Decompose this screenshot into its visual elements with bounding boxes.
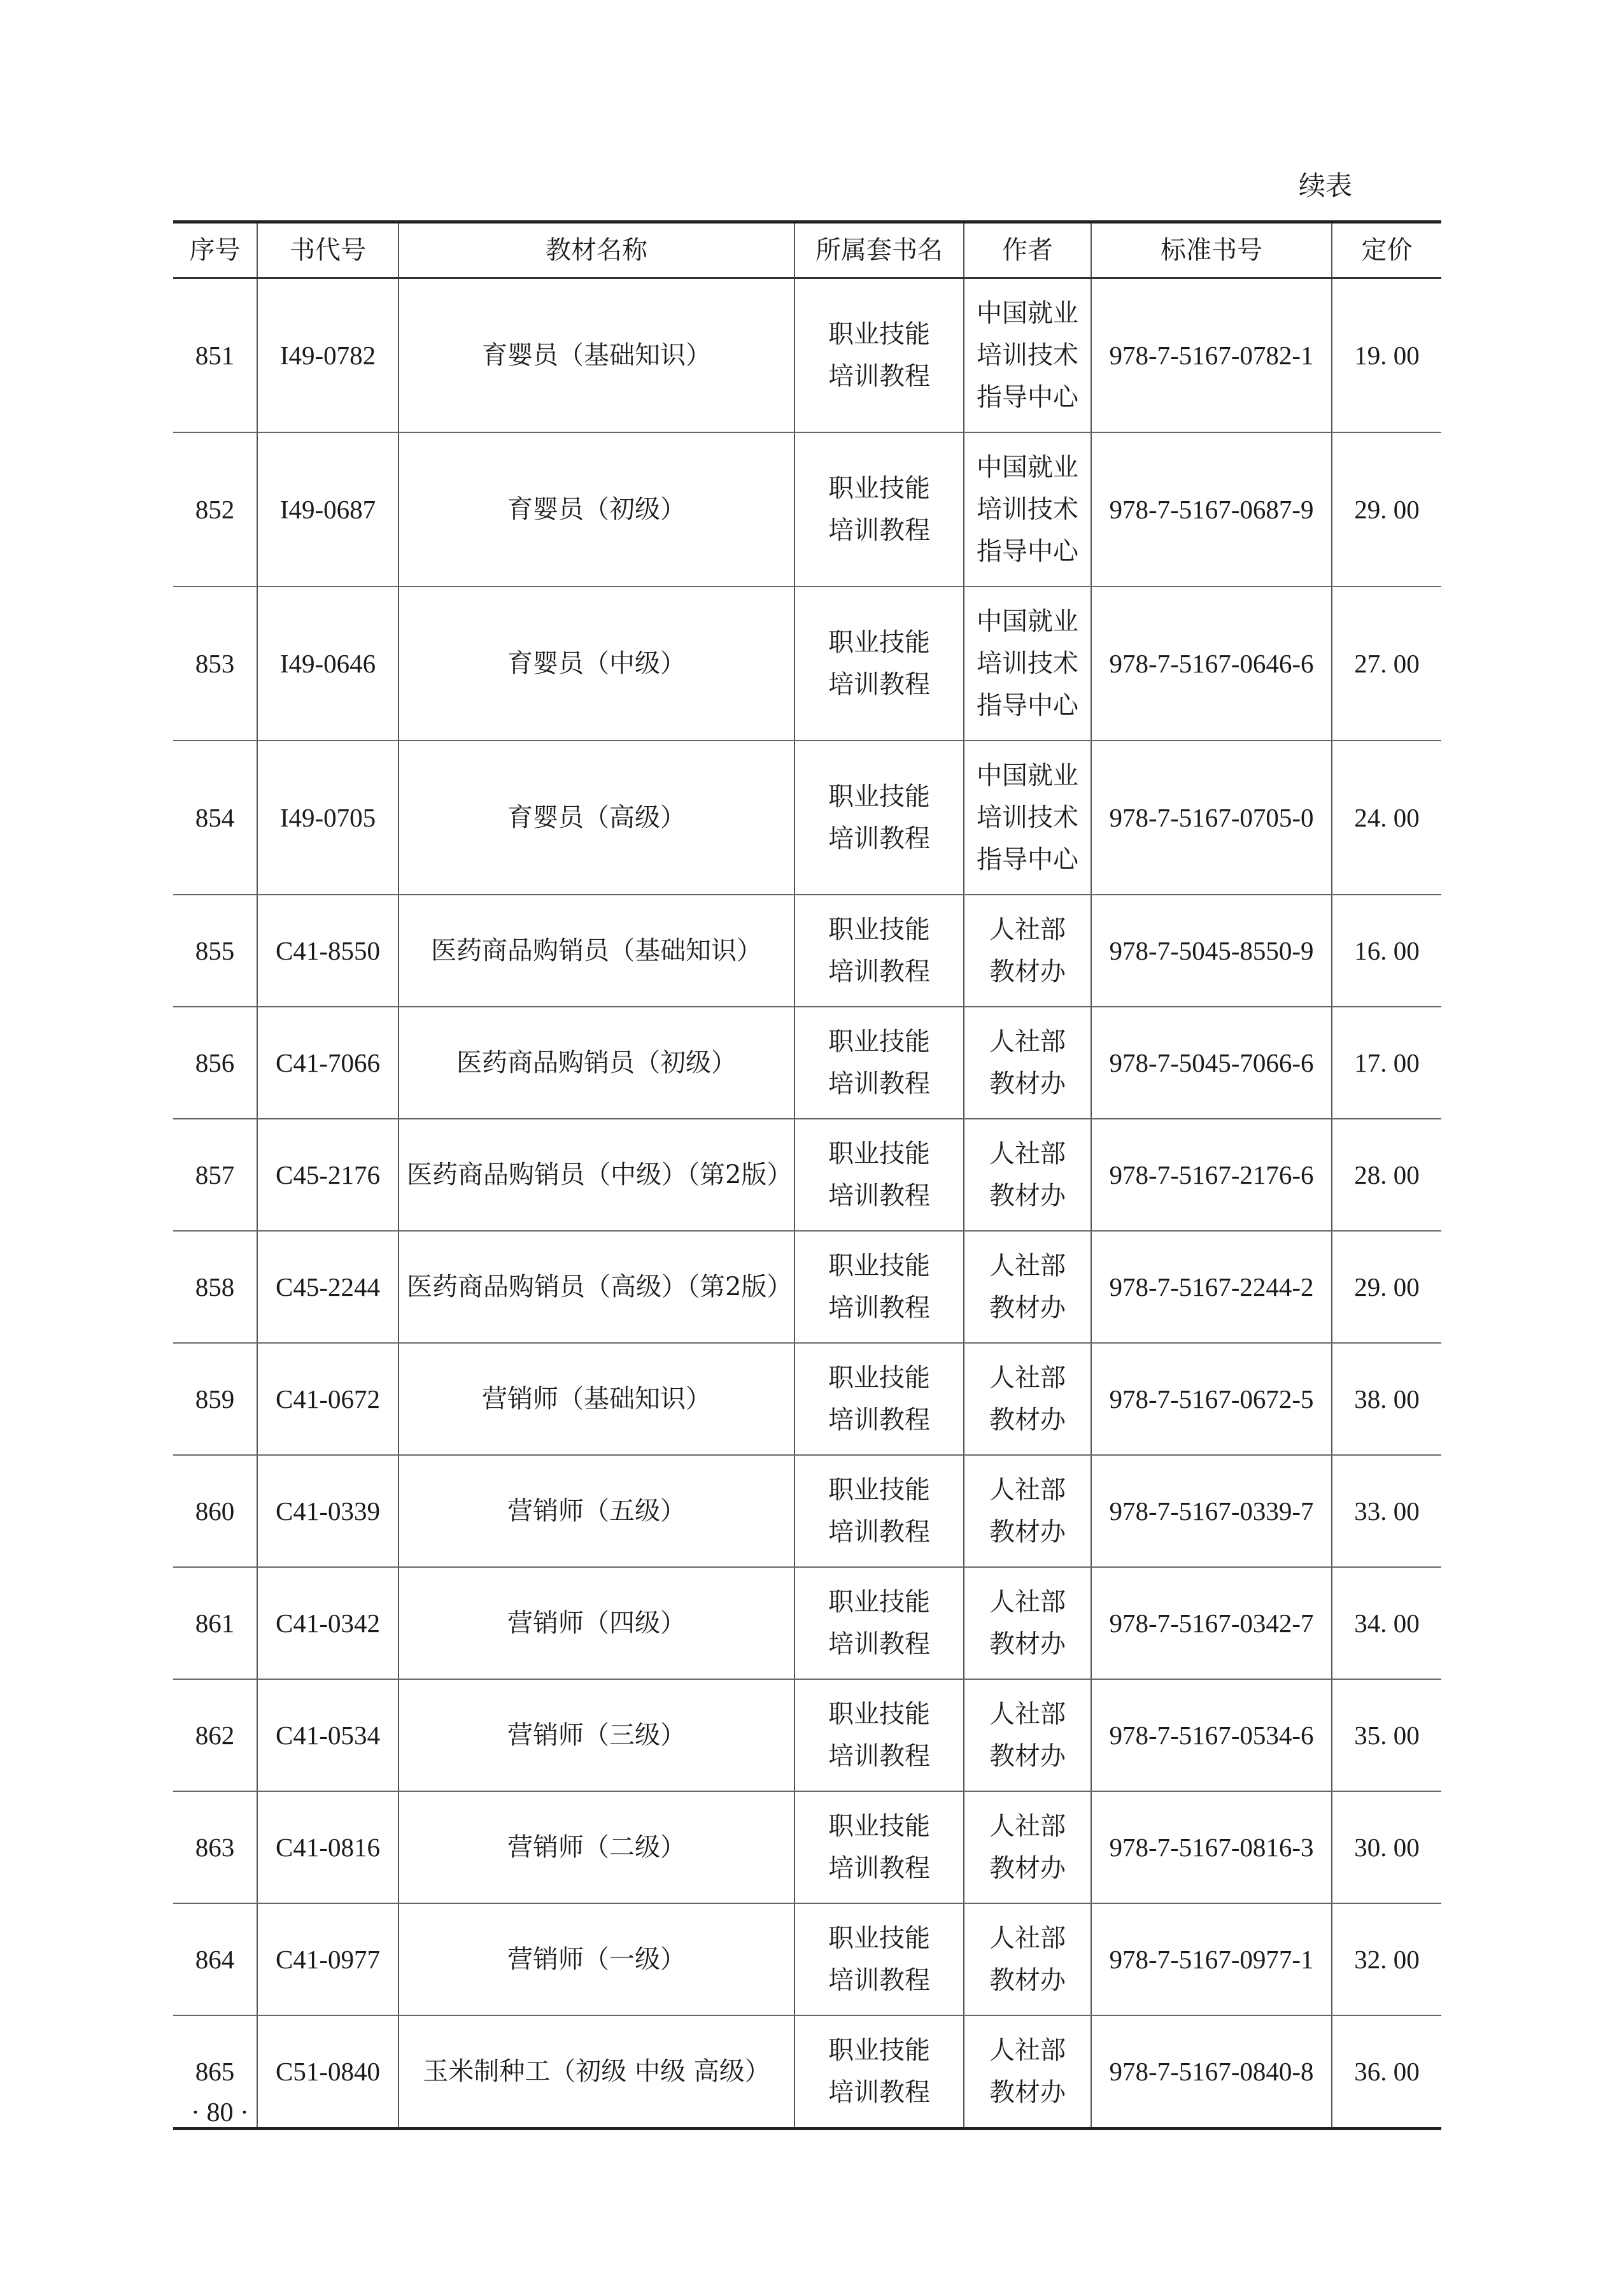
book-title: 育婴员（初级） (399, 432, 794, 586)
isbn: 978-7-5167-0840-8 (1091, 2015, 1332, 2129)
series-name: 职业技能培训教程 (794, 1231, 964, 1343)
author: 人社部教材办 (964, 2015, 1091, 2129)
isbn: 978-7-5167-0782-1 (1091, 278, 1332, 433)
isbn: 978-7-5167-2244-2 (1091, 1231, 1332, 1343)
isbn: 978-7-5167-0687-9 (1091, 432, 1332, 586)
book-title: 营销师（基础知识） (399, 1343, 794, 1455)
price: 28. 00 (1332, 1119, 1441, 1231)
table-row (173, 432, 1441, 586)
book-title: 医药商品购销员（高级）（第2版） (399, 1231, 794, 1343)
row-number: 862 (173, 1679, 257, 1791)
series-name: 职业技能培训教程 (794, 1007, 964, 1119)
row-number: 851 (173, 278, 257, 433)
price: 29. 00 (1332, 432, 1441, 586)
author: 中国就业培训技术指导中心 (964, 432, 1091, 586)
book-code: C45-2176 (257, 1119, 399, 1231)
book-code: C41-0816 (257, 1791, 399, 1903)
book-title: 营销师（五级） (399, 1455, 794, 1567)
series-name: 职业技能培训教程 (794, 432, 964, 586)
table-row (173, 1679, 1441, 1791)
author: 人社部教材办 (964, 1679, 1091, 1791)
row-number: 857 (173, 1119, 257, 1231)
book-title: 医药商品购销员（初级） (399, 1007, 794, 1119)
book-code: C41-0534 (257, 1679, 399, 1791)
row-number: 858 (173, 1231, 257, 1343)
isbn: 978-7-5167-0534-6 (1091, 1679, 1332, 1791)
column-header-title: 教材名称 (399, 222, 794, 278)
author: 人社部教材办 (964, 1567, 1091, 1679)
row-number: 852 (173, 432, 257, 586)
isbn: 978-7-5045-8550-9 (1091, 895, 1332, 1007)
column-header-price: 定价 (1332, 222, 1441, 278)
table-row (173, 1119, 1441, 1231)
row-number: 864 (173, 1903, 257, 2015)
book-code: C45-2244 (257, 1231, 399, 1343)
series-name: 职业技能培训教程 (794, 2015, 964, 2129)
price: 38. 00 (1332, 1343, 1441, 1455)
isbn: 978-7-5167-0816-3 (1091, 1791, 1332, 1903)
table-row (173, 1791, 1441, 1903)
book-code: C41-8550 (257, 895, 399, 1007)
column-header-code: 书代号 (257, 222, 399, 278)
row-number: 860 (173, 1455, 257, 1567)
table-row (173, 278, 1441, 433)
book-title: 营销师（四级） (399, 1567, 794, 1679)
row-number: 855 (173, 895, 257, 1007)
author: 人社部教材办 (964, 1343, 1091, 1455)
isbn: 978-7-5167-0672-5 (1091, 1343, 1332, 1455)
continued-label: 续表 (1299, 170, 1353, 201)
row-number: 863 (173, 1791, 257, 1903)
author: 中国就业培训技术指导中心 (964, 741, 1091, 895)
book-title: 营销师（一级） (399, 1903, 794, 2015)
isbn: 978-7-5167-0977-1 (1091, 1903, 1332, 2015)
author: 人社部教材办 (964, 1231, 1091, 1343)
row-number: 853 (173, 586, 257, 741)
row-number: 854 (173, 741, 257, 895)
series-name: 职业技能培训教程 (794, 1567, 964, 1679)
price: 27. 00 (1332, 586, 1441, 741)
table-row (173, 1567, 1441, 1679)
book-code: C41-7066 (257, 1007, 399, 1119)
row-number: 856 (173, 1007, 257, 1119)
table-row (173, 1231, 1441, 1343)
table-row (173, 1007, 1441, 1119)
price: 30. 00 (1332, 1791, 1441, 1903)
book-title: 营销师（二级） (399, 1791, 794, 1903)
book-title: 营销师（三级） (399, 1679, 794, 1791)
book-title: 育婴员（高级） (399, 741, 794, 895)
row-number: 861 (173, 1567, 257, 1679)
book-code: I49-0782 (257, 278, 399, 433)
price: 33. 00 (1332, 1455, 1441, 1567)
table-row (173, 2015, 1441, 2129)
book-code: C41-0339 (257, 1455, 399, 1567)
author: 中国就业培训技术指导中心 (964, 278, 1091, 433)
isbn: 978-7-5167-2176-6 (1091, 1119, 1332, 1231)
series-name: 职业技能培训教程 (794, 1679, 964, 1791)
book-title: 育婴员（中级） (399, 586, 794, 741)
book-code: C41-0977 (257, 1903, 399, 2015)
price: 36. 00 (1332, 2015, 1441, 2129)
table-row (173, 586, 1441, 741)
book-code: I49-0646 (257, 586, 399, 741)
table-row (173, 895, 1441, 1007)
table-row (173, 1455, 1441, 1567)
book-title: 医药商品购销员（基础知识） (399, 895, 794, 1007)
book-code: C51-0840 (257, 2015, 399, 2129)
book-code: I49-0687 (257, 432, 399, 586)
series-name: 职业技能培训教程 (794, 895, 964, 1007)
series-name: 职业技能培训教程 (794, 278, 964, 433)
page-number: · 80 · (191, 2098, 249, 2127)
table-header-row (173, 222, 1441, 278)
book-code: C41-0342 (257, 1567, 399, 1679)
column-header-no: 序号 (173, 222, 257, 278)
series-name: 职业技能培训教程 (794, 1119, 964, 1231)
series-name: 职业技能培训教程 (794, 586, 964, 741)
series-name: 职业技能培训教程 (794, 1455, 964, 1567)
author: 人社部教材办 (964, 1119, 1091, 1231)
price: 32. 00 (1332, 1903, 1441, 2015)
author: 人社部教材办 (964, 895, 1091, 1007)
row-number: 859 (173, 1343, 257, 1455)
isbn: 978-7-5167-0705-0 (1091, 741, 1332, 895)
author: 人社部教材办 (964, 1455, 1091, 1567)
author: 人社部教材办 (964, 1791, 1091, 1903)
price: 16. 00 (1332, 895, 1441, 1007)
price: 17. 00 (1332, 1007, 1441, 1119)
price: 24. 00 (1332, 741, 1441, 895)
series-name: 职业技能培训教程 (794, 1343, 964, 1455)
table-row (173, 1343, 1441, 1455)
column-header-isbn: 标准书号 (1091, 222, 1332, 278)
price: 34. 00 (1332, 1567, 1441, 1679)
isbn: 978-7-5167-0646-6 (1091, 586, 1332, 741)
isbn: 978-7-5045-7066-6 (1091, 1007, 1332, 1119)
price: 19. 00 (1332, 278, 1441, 433)
row-number: 865 (173, 2015, 257, 2129)
table-row (173, 741, 1441, 895)
isbn: 978-7-5167-0339-7 (1091, 1455, 1332, 1567)
book-title: 育婴员（基础知识） (399, 278, 794, 433)
book-code: I49-0705 (257, 741, 399, 895)
isbn: 978-7-5167-0342-7 (1091, 1567, 1332, 1679)
table-row (173, 1903, 1441, 2015)
price: 35. 00 (1332, 1679, 1441, 1791)
price: 29. 00 (1332, 1231, 1441, 1343)
series-name: 职业技能培训教程 (794, 741, 964, 895)
textbook-catalog-table (173, 220, 1441, 2130)
column-header-author: 作者 (964, 222, 1091, 278)
book-title: 医药商品购销员（中级）（第2版） (399, 1119, 794, 1231)
author: 人社部教材办 (964, 1007, 1091, 1119)
book-code: C41-0672 (257, 1343, 399, 1455)
column-header-series: 所属套书名 (794, 222, 964, 278)
author: 中国就业培训技术指导中心 (964, 586, 1091, 741)
author: 人社部教材办 (964, 1903, 1091, 2015)
series-name: 职业技能培训教程 (794, 1791, 964, 1903)
book-title: 玉米制种工（初级 中级 高级） (399, 2015, 794, 2129)
series-name: 职业技能培训教程 (794, 1903, 964, 2015)
